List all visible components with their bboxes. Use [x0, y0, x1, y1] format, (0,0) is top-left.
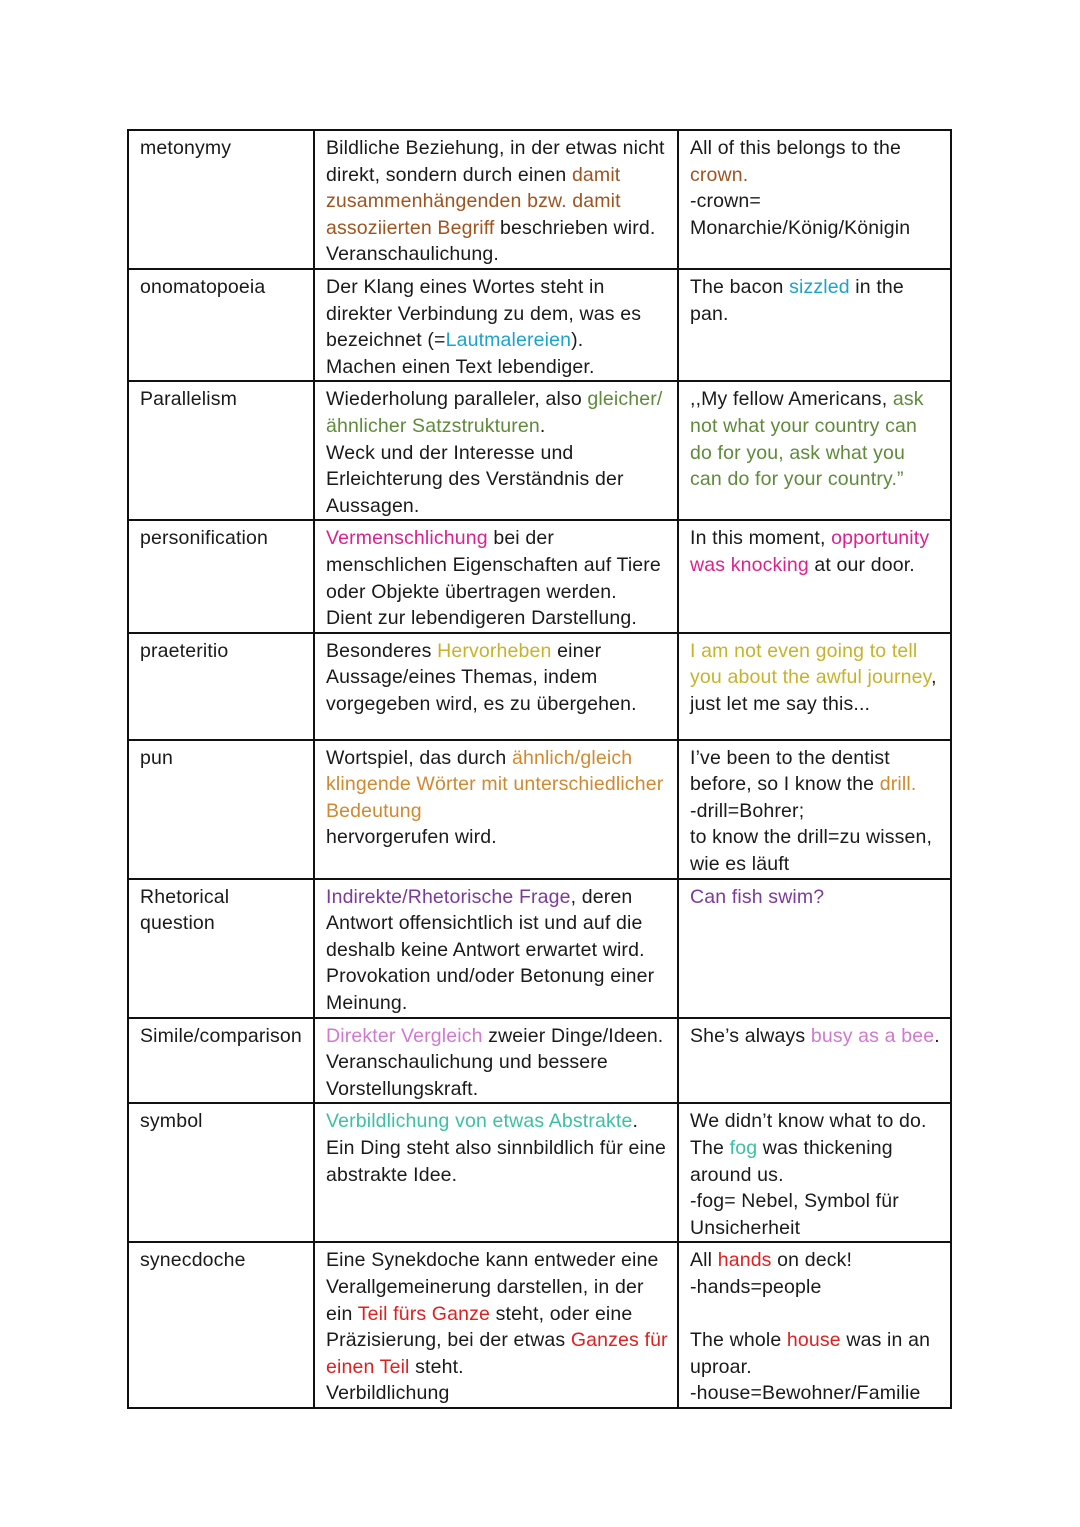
text-segment: . Weck und der Interesse und Erleichterung des Verständnis der Aussagen.: [326, 414, 624, 517]
example-cell: [678, 1242, 951, 1408]
example-cell: [678, 879, 951, 1018]
term-cell: [128, 381, 314, 520]
term-cell: [128, 740, 314, 879]
text-segment: Wiederholung paralleler, also: [326, 388, 588, 411]
text-segment: ). Machen einen Text lebendiger.: [326, 329, 595, 378]
definition-cell: [314, 1242, 678, 1408]
text-segment: ,,My fellow Americans,: [690, 388, 893, 411]
definition-cell: [314, 269, 678, 381]
text-segment: All: [690, 1249, 718, 1272]
text-segment: Bildliche Beziehung, in der etwas nicht direkt, sondern durch einen: [326, 137, 665, 186]
table-row: [128, 633, 951, 740]
example-cell: [678, 269, 951, 381]
table-row: [128, 1242, 951, 1408]
text-segment: Der Klang eines Wortes steht in direkter Verbindung zu dem, was es bezeichnet (=: [326, 275, 642, 352]
text-segment: bei der menschlichen Eigenschaften auf Tiere oder Objekte übertragen werden. Dient zur lebendigeren Darstellung.: [326, 527, 661, 630]
highlighted-text: Teil fürs Ganze: [357, 1302, 491, 1325]
text-segment: -crown= Monarchie/König/Königin: [690, 190, 911, 239]
highlighted-text: opportunity was knocking: [690, 527, 930, 576]
term-label: onomatopoeia: [140, 275, 266, 298]
text-segment: was thickening around us. -fog= Nebel, Symbol für Unsicherheit: [690, 1137, 899, 1239]
text-segment: She’s always: [690, 1024, 811, 1047]
highlighted-text: Ganzes für einen Teil: [326, 1329, 668, 1378]
table-body: [128, 130, 951, 1408]
term-label: Rhetorical question: [140, 885, 230, 935]
text-segment: The bacon: [690, 275, 790, 298]
definition-cell: [314, 879, 678, 1018]
highlighted-text: Hervorheben: [437, 639, 552, 662]
text-segment: beschrieben wird. Veranschaulichung.: [326, 216, 656, 266]
example-cell: [678, 1103, 951, 1242]
definition-cell: [314, 130, 678, 269]
highlighted-text: sizzled: [789, 275, 850, 298]
definition-cell: [314, 740, 678, 879]
example-cell: [678, 130, 951, 269]
term-cell: [128, 879, 314, 1018]
text-segment: einer Aussage/eines Themas, indem vorgegeben wird, es zu übergehen.: [326, 639, 637, 715]
term-label: synecdoche: [140, 1249, 246, 1272]
highlighted-text: Direkter Vergleich: [326, 1024, 483, 1047]
term-label: praeteritio: [140, 639, 229, 662]
text-segment: , deren Antwort offensichtlich ist und auf die deshalb keine Antwort erwartet wird. Provokation und/oder Betonung einer Meinung.: [326, 885, 655, 1015]
text-segment: I’ve been to the dentist before, so I know the: [690, 746, 890, 796]
highlighted-text: fog: [729, 1137, 758, 1159]
term-label: pun: [140, 746, 173, 769]
highlighted-text: Can fish swim?: [690, 885, 825, 908]
definition-cell: [314, 381, 678, 520]
text-segment: We didn’t know what to do. The: [690, 1110, 927, 1159]
highlighted-text: ask not what your country can do for you, ask what you can do for your country.”: [690, 388, 924, 491]
term-cell: [128, 633, 314, 740]
definition-cell: [314, 633, 678, 740]
rhetorical-devices-table: [127, 129, 952, 1409]
highlighted-text: gleicher/ähnlicher Satzstrukturen: [326, 388, 663, 437]
definition-cell: [314, 520, 678, 632]
text-segment: , just let me say this...: [690, 666, 937, 715]
table-row: [128, 520, 951, 632]
text-segment: in the pan.: [690, 275, 904, 325]
definition-cell: [314, 1018, 678, 1104]
table-row: [128, 130, 951, 269]
text-segment: at our door.: [808, 553, 915, 576]
term-label: personification: [140, 527, 268, 550]
highlighted-text: Indirekte/Rhetorische Frage: [326, 885, 571, 908]
example-cell: [678, 633, 951, 740]
text-segment: . Ein Ding steht also sinnbildlich für eine abstrakte Idee.: [326, 1110, 667, 1186]
highlighted-text: hands: [717, 1249, 772, 1272]
highlighted-text: ähnlich/gleich klingende Wörter mit unterschiedlicher Bedeutung: [326, 746, 664, 822]
term-cell: [128, 1242, 314, 1408]
term-label: Simile/comparison: [140, 1024, 302, 1047]
term-cell: [128, 1018, 314, 1104]
term-cell: [128, 269, 314, 381]
term-label: symbol: [140, 1110, 203, 1133]
highlighted-text: crown.: [690, 163, 749, 186]
text-segment: zweier Dinge/Ideen. Veranschaulichung und bessere Vorstellungskraft.: [326, 1024, 664, 1100]
highlighted-text: I am not even going to tell you about the awful journey: [690, 639, 932, 689]
term-label: Parallelism: [140, 388, 238, 411]
text-segment: Eine Synekdoche kann entweder eine Verallgemeinerung darstellen, in der ein: [326, 1249, 659, 1325]
highlighted-text: Lautmalereien: [445, 329, 572, 352]
highlighted-text: damit zusammenhängenden bzw. damit assoziierten Begriff: [326, 163, 621, 239]
text-segment: Wortspiel, das durch: [326, 746, 512, 769]
example-cell: [678, 740, 951, 879]
text-segment: .: [934, 1024, 940, 1047]
table-row: [128, 1018, 951, 1104]
highlighted-text: Vermenschlichung: [326, 527, 488, 550]
text-segment: steht. Verbildlichung: [326, 1355, 464, 1405]
text-segment: Besonderes: [326, 639, 438, 662]
highlighted-text: busy as a bee: [810, 1024, 935, 1047]
text-segment: hervorgerufen wird.: [326, 826, 497, 849]
table-row: [128, 879, 951, 1018]
text-segment: All of this belongs to the: [690, 137, 901, 159]
term-cell: [128, 1103, 314, 1242]
text-segment: In this moment,: [690, 527, 832, 550]
example-cell: [678, 1018, 951, 1104]
example-cell: [678, 381, 951, 520]
term-cell: [128, 130, 314, 269]
table-row: [128, 381, 951, 520]
text-segment: was in an uproar. -house=Bewohner/Familie: [690, 1329, 931, 1405]
highlighted-text: drill.: [879, 773, 917, 796]
table-row: [128, 269, 951, 381]
term-cell: [128, 520, 314, 632]
text-segment: steht, oder eine Präzisierung, bei der etwas: [326, 1302, 633, 1352]
table-row: [128, 1103, 951, 1242]
definition-cell: [314, 1103, 678, 1242]
highlighted-text: Verbildlichung von etwas Abstrakte: [326, 1110, 633, 1133]
example-cell: [678, 520, 951, 632]
text-segment: on deck! -hands=people The whole: [690, 1249, 853, 1352]
table-row: [128, 740, 951, 879]
highlighted-text: house: [786, 1329, 841, 1352]
text-segment: -drill=Bohrer; to know the drill=zu wissen, wie es läuft: [690, 799, 933, 876]
term-label: metonymy: [140, 137, 232, 159]
